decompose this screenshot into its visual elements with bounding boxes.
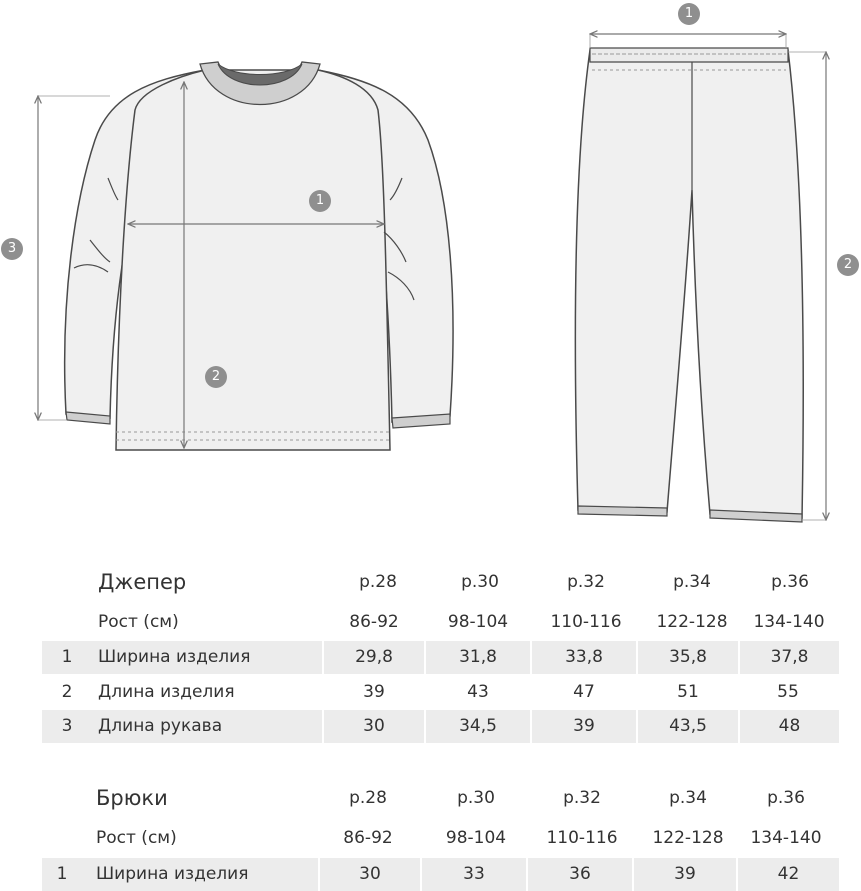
row-value: 36 — [528, 858, 632, 891]
row-value: 48 — [740, 710, 839, 743]
pants-marker-length: 2 — [837, 254, 859, 276]
row-value: 39 — [532, 710, 636, 743]
pants-size: р.30 — [457, 788, 495, 808]
row-value: 47 — [573, 682, 595, 702]
jumper-height-label: Рост (см) — [98, 612, 179, 632]
pants-height-row — [42, 822, 839, 855]
sweater-marker-width: 1 — [309, 190, 331, 212]
jumper-title: Джепер — [98, 570, 187, 594]
pants-height: 98-104 — [445, 828, 507, 848]
jumper-height: 98-104 — [447, 612, 509, 632]
jumper-height: 134-140 — [753, 612, 825, 632]
pants-left-cuff — [578, 506, 667, 516]
pants-size: р.32 — [563, 788, 601, 808]
row-value: 51 — [677, 682, 699, 702]
jumper-size: р.28 — [359, 572, 397, 592]
pants-height: 122-128 — [652, 828, 724, 848]
jumper-size: р.34 — [673, 572, 711, 592]
jumper-header-row — [42, 566, 839, 600]
row-label: Ширина изделия — [96, 864, 249, 884]
jumper-height: 122-128 — [656, 612, 728, 632]
jumper-row-length — [42, 676, 839, 709]
row-value: 39 — [634, 858, 736, 891]
jumper-size: р.32 — [567, 572, 605, 592]
pants-height: 110-116 — [546, 828, 618, 848]
pants-size: р.36 — [767, 788, 805, 808]
row-value: 43,5 — [638, 710, 738, 743]
pants-title: Брюки — [96, 786, 168, 810]
pants-height-label: Рост (см) — [96, 828, 177, 848]
sweater-marker-length: 2 — [205, 366, 227, 388]
pants-marker-width: 1 — [678, 3, 700, 25]
row-label: Длина изделия — [98, 682, 235, 702]
row-value: 37,8 — [740, 641, 839, 674]
pants-height: 86-92 — [343, 828, 393, 848]
row-value: 30 — [320, 858, 420, 891]
row-value: 33 — [422, 858, 526, 891]
row-value: 33,8 — [532, 641, 636, 674]
row-label: Ширина изделия — [98, 647, 251, 667]
row-index: 2 — [61, 682, 73, 702]
pants-row-width — [42, 858, 839, 891]
jumper-row-width — [42, 641, 839, 674]
row-value: 29,8 — [324, 641, 424, 674]
row-value: 34,5 — [426, 710, 530, 743]
sweater-drawing — [38, 62, 453, 450]
jumper-size: р.36 — [771, 572, 809, 592]
row-index: 3 — [42, 710, 92, 743]
sweater-marker-sleeve: 3 — [1, 238, 23, 260]
row-label: Длина рукава — [98, 716, 223, 736]
row-index: 1 — [42, 858, 82, 891]
row-value: 39 — [363, 682, 385, 702]
row-value: 31,8 — [426, 641, 530, 674]
pants-body — [575, 50, 803, 518]
pants-size: р.28 — [349, 788, 387, 808]
row-index: 1 — [42, 641, 92, 674]
jumper-height-row — [42, 606, 839, 639]
jumper-height: 86-92 — [349, 612, 399, 632]
jumper-size: р.30 — [461, 572, 499, 592]
jumper-row-sleeve — [42, 710, 839, 743]
row-value: 43 — [467, 682, 489, 702]
jumper-height: 110-116 — [550, 612, 622, 632]
sweater-body — [116, 70, 390, 450]
pants-height: 134-140 — [750, 828, 822, 848]
row-value: 55 — [777, 682, 799, 702]
pants-header-row — [42, 782, 839, 816]
row-value: 35,8 — [638, 641, 738, 674]
pants-size: р.34 — [669, 788, 707, 808]
pants-drawing — [575, 34, 826, 522]
pants-waistband — [590, 48, 788, 62]
row-value: 42 — [738, 858, 839, 891]
row-value: 30 — [324, 710, 424, 743]
